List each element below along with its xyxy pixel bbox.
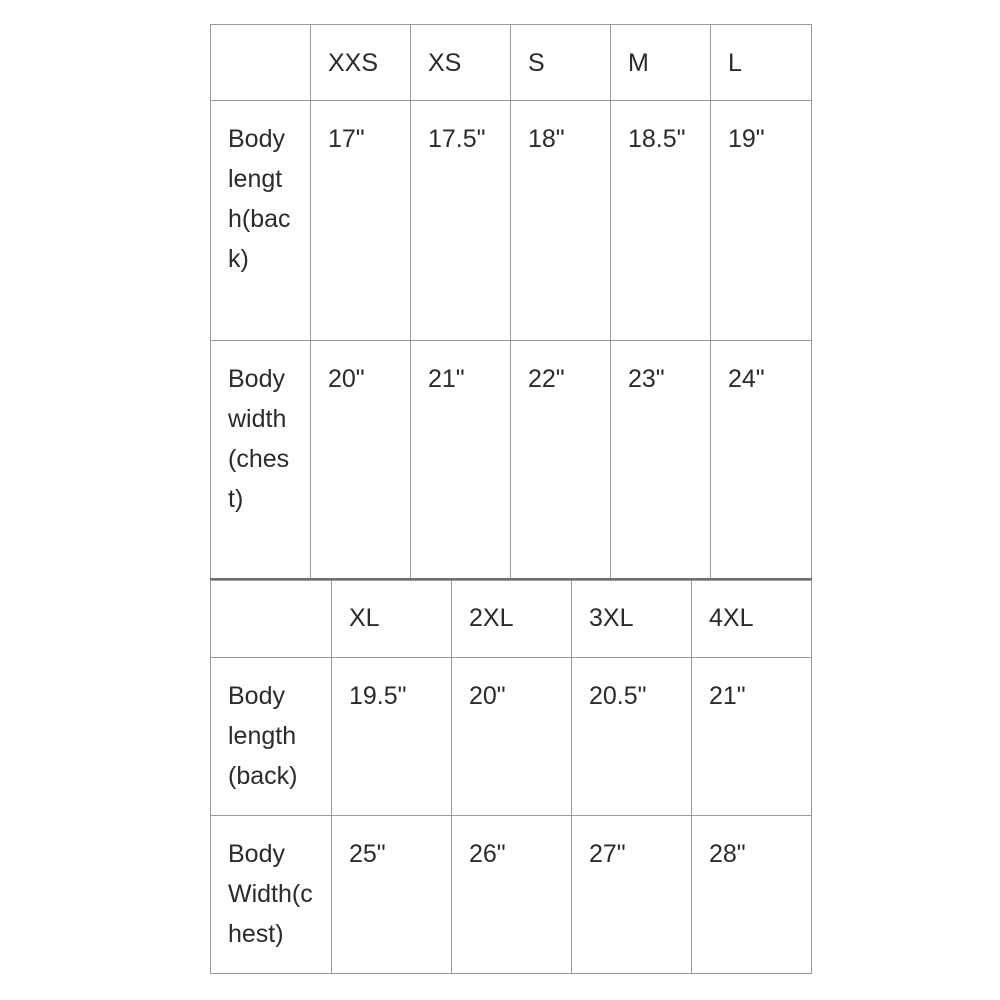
row-label-body-width: Body width(chest) [211, 341, 311, 581]
cell-body-width-m: 23" [611, 341, 711, 581]
cell-body-width-3xl: 27" [572, 815, 692, 973]
header-cell-xl: XL [332, 579, 452, 657]
header-cell-xxs: XXS [311, 25, 411, 101]
header-cell-xs: XS [411, 25, 511, 101]
table-row-body-length [211, 657, 812, 815]
header-cell-l: L [711, 25, 812, 101]
table-row-body-width [211, 815, 812, 973]
header-cell-3xl: 3XL [572, 579, 692, 657]
cell-body-length-3xl: 20.5" [572, 657, 692, 815]
table-row-body-width [211, 341, 812, 581]
cell-body-width-xs: 21" [411, 341, 511, 581]
size-chart-table-large-sizes [210, 578, 812, 974]
header-cell-m: M [611, 25, 711, 101]
row-label-body-width: Body Width(chest) [211, 815, 332, 973]
table-header-row [211, 579, 812, 657]
cell-body-length-xl: 19.5" [332, 657, 452, 815]
cell-body-width-xl: 25" [332, 815, 452, 973]
cell-body-width-2xl: 26" [452, 815, 572, 973]
cell-body-length-l: 19" [711, 101, 812, 341]
table-row-body-length [211, 101, 812, 341]
cell-body-length-xxs: 17" [311, 101, 411, 341]
cell-body-length-xs: 17.5" [411, 101, 511, 341]
cell-body-width-s: 22" [511, 341, 611, 581]
row-label-body-length: Body length (back) [211, 657, 332, 815]
header-cell-empty [211, 579, 332, 657]
header-cell-empty [211, 25, 311, 101]
header-cell-2xl: 2XL [452, 579, 572, 657]
cell-body-width-4xl: 28" [692, 815, 812, 973]
cell-body-length-m: 18.5" [611, 101, 711, 341]
header-cell-4xl: 4XL [692, 579, 812, 657]
header-cell-s: S [511, 25, 611, 101]
cell-body-width-xxs: 20" [311, 341, 411, 581]
row-label-body-length: Body length(back) [211, 101, 311, 341]
cell-body-length-s: 18" [511, 101, 611, 341]
cell-body-width-l: 24" [711, 341, 812, 581]
cell-body-length-2xl: 20" [452, 657, 572, 815]
cell-body-length-4xl: 21" [692, 657, 812, 815]
size-chart-table-small-sizes [210, 24, 812, 581]
table-header-row [211, 25, 812, 101]
